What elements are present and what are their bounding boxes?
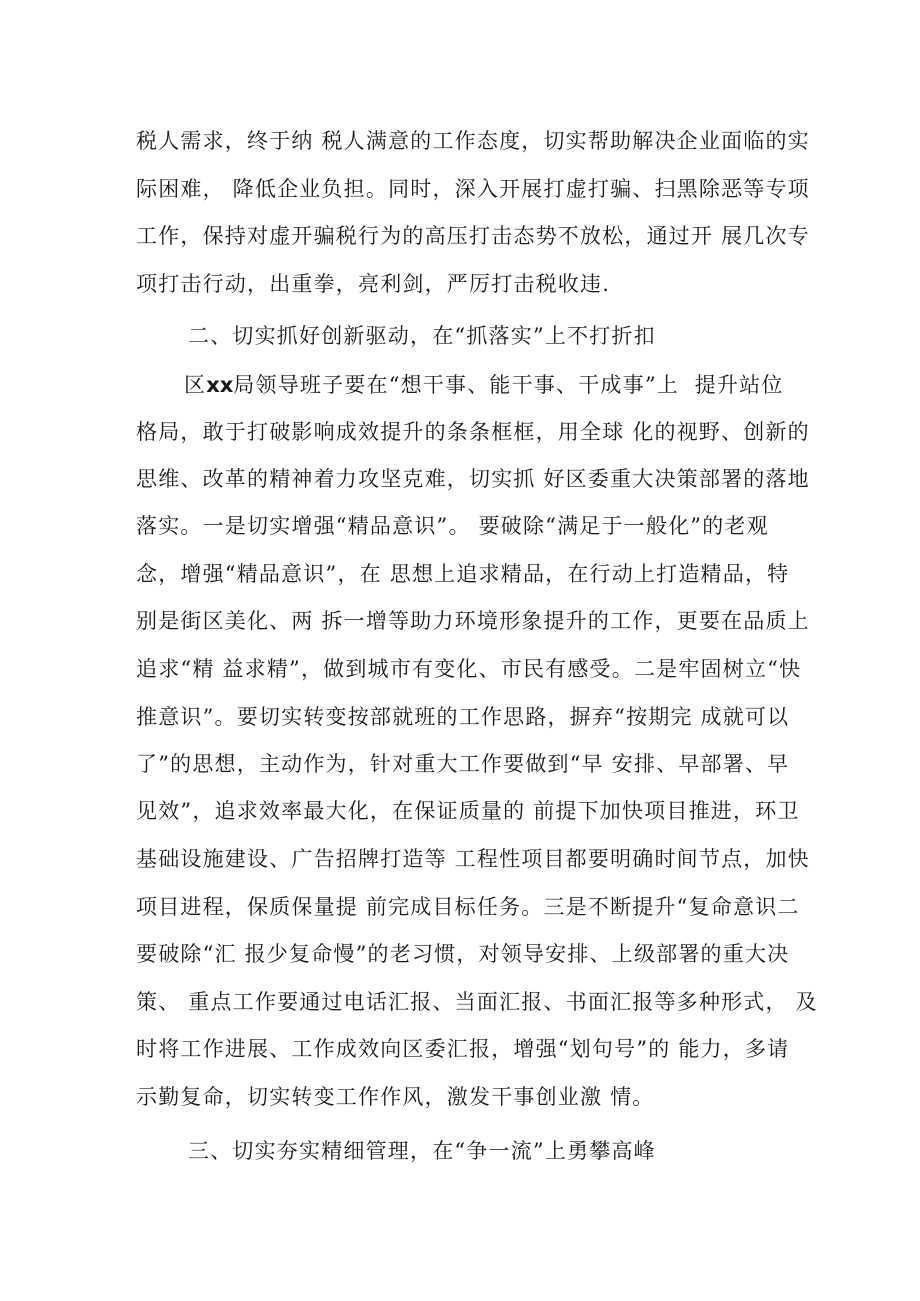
paragraph-line: 项打击行动，出重拳，亮利剑，严厉打击税收违. xyxy=(136,272,611,296)
paragraph-line: 格局，敢于打破影响成效提升的条条框框，用全球 化的视野、创新的 xyxy=(136,420,810,444)
paragraph-line: 际困难， 降低企业负担。同时，深入开展打虚打骗、扫黑除恶等专项 xyxy=(136,177,810,201)
paragraph-line: 基础设施建设、广告招牌打造等 工程性项目都要明确时间节点，加快 xyxy=(136,847,810,871)
text-prefix: 区 xyxy=(184,373,207,397)
bold-placeholder-text: xx xyxy=(206,373,234,397)
paragraph-line: 落实。一是切实增强“精品意识”。 要破除“满足于一般化”的老观 xyxy=(136,514,769,538)
paragraph-line: 追求“精 益求精”，做到城市有变化、市民有感受。二是牢固树立“快 xyxy=(136,657,802,681)
paragraph-line: 思维、改革的精神着力攻坚克难，切实抓 好区委重大决策部署的落地 xyxy=(136,467,810,491)
paragraph-line: 策、 重点工作要通过电话汇报、当面汇报、书面汇报等多种形式， 及 xyxy=(136,990,818,1014)
paragraph-first-line xyxy=(184,371,844,399)
paragraph-line: 税人需求，终于纳 税人满意的工作态度，切实帮助解决企业面临的实 xyxy=(136,129,810,153)
paragraph-line: 念，增强“精品意识”，在 思想上追求精品，在行动上打造精品，特 xyxy=(136,562,790,586)
section-heading-2: 二、切实抓好创新驱动，在“抓落实”上不打折扣 xyxy=(188,324,656,348)
text-suffix: 局领导班子要在“想干事、能干事、干成事”上 提升站位 xyxy=(233,373,784,397)
paragraph-line: 见效”，追求效率最大化，在保证质量的 前提下加快项目推进，环卫 xyxy=(136,799,800,823)
paragraph-line: 时将工作进展、工作成效向区委汇报，增强“划句号”的 能力，多请 xyxy=(136,1037,790,1061)
paragraph-line: 推意识”。要切实转变按部就班的工作思路，摒弃“按期完 成就可以 xyxy=(136,705,790,729)
paragraph-line: 了”的思想，主动作为，针对重大工作要做到“早 安排、早部署、早 xyxy=(136,752,790,776)
section-heading-3: 三、切实夯实精细管理，在“争一流”上勇攀高峰 xyxy=(188,1139,656,1163)
paragraph-line: 项目进程，保质保量提 前完成目标任务。三是不断提升“复命意识二 xyxy=(136,895,800,919)
paragraph-line: 别是街区美化、两 拆一增等助力环境形象提升的工作，更要在品质上 xyxy=(136,609,810,633)
paragraph-line: 要破除“汇 报少复命慢”的老习惯，对领导安排、上级部署的重大决 xyxy=(136,942,790,966)
paragraph-line: 示勤复命，切实转变工作作风，激发干事创业激 情。 xyxy=(136,1085,655,1109)
paragraph-line: 工作，保持对虚开骗税行为的高压打击态势不放松，通过开 展几次专 xyxy=(136,224,810,248)
